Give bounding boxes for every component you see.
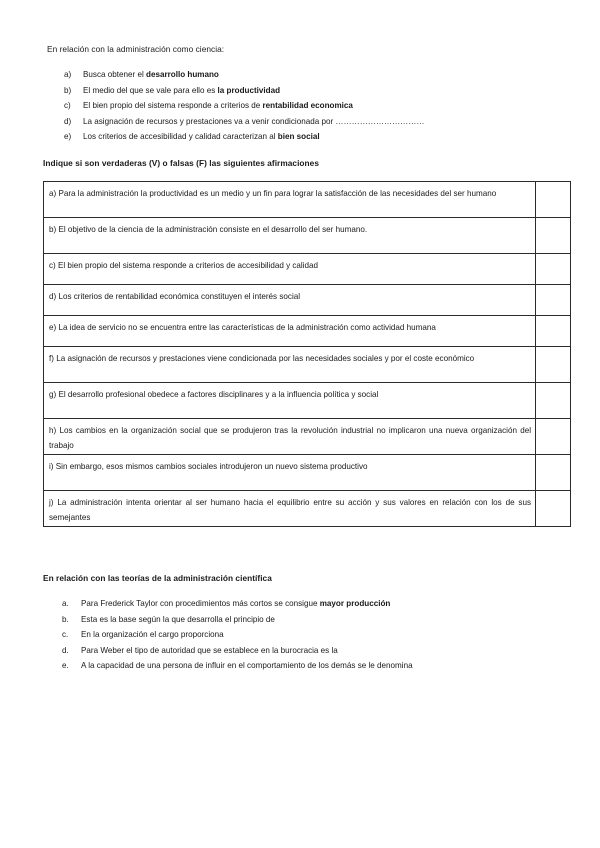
table-row bbox=[44, 455, 571, 491]
table-row bbox=[44, 254, 571, 285]
list-marker: c. bbox=[62, 630, 69, 639]
statement-cell: h) Los cambios en la organización social que se produjeron tras la revolución industrial no implicaron una nueva organización del trabajo bbox=[44, 419, 536, 455]
list-item bbox=[64, 129, 544, 145]
true-false-table bbox=[43, 181, 571, 527]
list-item-text: En la organización el cargo proporciona bbox=[81, 630, 224, 639]
section2-heading: Indique si son verdaderas (V) o falsas (F) las siguientes afirmaciones bbox=[43, 158, 320, 168]
table-row bbox=[44, 316, 571, 347]
list-item-text: A la capacidad de una persona de influir en el comportamiento de los demás se le denomina bbox=[81, 661, 413, 670]
statement-cell: a) Para la administración la productividad es un medio y un fin para lograr la satisfacción de las necesidades del ser humano bbox=[44, 182, 536, 218]
list-marker: a) bbox=[64, 70, 72, 79]
answer-box[interactable] bbox=[536, 285, 571, 316]
table-row bbox=[44, 383, 571, 419]
answer-box[interactable] bbox=[536, 218, 571, 254]
list-item bbox=[62, 612, 542, 628]
list-marker: e. bbox=[62, 661, 69, 670]
section1-list bbox=[64, 67, 544, 145]
list-marker: d. bbox=[62, 645, 69, 655]
statement-cell: e) La idea de servicio no se encuentra entre las características de la administración como actividad humana bbox=[44, 316, 536, 347]
dotted-blank: …………………………… bbox=[335, 116, 425, 126]
list-item-text bbox=[81, 596, 390, 612]
table-row bbox=[44, 419, 571, 455]
answer-box[interactable] bbox=[536, 383, 571, 419]
section3-list bbox=[62, 596, 542, 674]
statement-cell: f) La asignación de recursos y prestaciones viene condicionada por las necesidades sociales y por el coste económico bbox=[44, 347, 536, 383]
statement-cell: j) La administración intenta orientar al ser humano hacia el equilibrio entre su acción y sus valores en relación con los de sus semejantes bbox=[44, 491, 536, 527]
answer-box[interactable] bbox=[536, 316, 571, 347]
answer-box[interactable] bbox=[536, 254, 571, 285]
table-row bbox=[44, 218, 571, 254]
section3-heading: En relación con las teorías de la administración científica bbox=[43, 573, 272, 583]
item-bold-text: mayor producción bbox=[319, 599, 391, 608]
list-item-text: Para Weber el tipo de autoridad que se establece en la burocracia es la bbox=[81, 645, 338, 655]
item-bold-text: rentabilidad economica bbox=[262, 101, 353, 110]
list-item-text bbox=[83, 83, 280, 99]
list-item-text bbox=[83, 98, 353, 114]
list-marker: e) bbox=[64, 132, 72, 141]
list-marker: b) bbox=[64, 85, 72, 95]
section1-heading-text: En relación con la administración como ciencia: bbox=[47, 44, 225, 54]
statement-cell: c) El bien propio del sistema responde a criterios de accesibilidad y calidad bbox=[44, 254, 536, 285]
list-marker: b. bbox=[62, 614, 69, 624]
list-item bbox=[62, 627, 542, 643]
list-item bbox=[64, 83, 544, 99]
answer-box[interactable] bbox=[536, 182, 571, 218]
list-marker: d) bbox=[64, 116, 72, 126]
section1-heading bbox=[47, 44, 224, 54]
statement-cell: b) El objetivo de la ciencia de la administración consiste en el desarrollo del ser humano. bbox=[44, 218, 536, 254]
item-text: El medio del que se vale para ello es bbox=[83, 85, 218, 95]
item-bold-text: desarrollo humano bbox=[146, 70, 219, 79]
statement-cell: i) Sin embargo, esos mismos cambios sociales introdujeron un nuevo sistema productivo bbox=[44, 455, 536, 491]
list-item bbox=[64, 98, 544, 114]
list-item bbox=[62, 596, 542, 612]
answer-box[interactable] bbox=[536, 491, 571, 527]
statement-cell: g) El desarrollo profesional obedece a factores disciplinares y a la influencia política y social bbox=[44, 383, 536, 419]
list-item-text bbox=[83, 67, 219, 83]
item-text: La asignación de recursos y prestaciones va a venir condicionada por bbox=[83, 116, 336, 126]
item-bold-text: la productividad bbox=[217, 85, 281, 95]
item-bold-text: bien social bbox=[277, 132, 320, 141]
table-row bbox=[44, 347, 571, 383]
list-marker: a. bbox=[62, 599, 69, 608]
list-item bbox=[62, 643, 542, 659]
answer-box[interactable] bbox=[536, 455, 571, 491]
list-item bbox=[64, 67, 544, 83]
list-item-text bbox=[83, 114, 424, 130]
item-text: Para Frederick Taylor con procedimientos más cortos se consigue bbox=[81, 599, 320, 608]
list-marker: c) bbox=[64, 101, 71, 110]
answer-box[interactable] bbox=[536, 347, 571, 383]
list-item bbox=[62, 658, 542, 674]
item-text: Los criterios de accesibilidad y calidad caracterizan al bbox=[83, 132, 278, 141]
table-row bbox=[44, 182, 571, 218]
item-text: El bien propio del sistema responde a criterios de bbox=[83, 101, 263, 110]
statement-cell: d) Los criterios de rentabilidad económica constituyen el interés social bbox=[44, 285, 536, 316]
answer-box[interactable] bbox=[536, 419, 571, 455]
table-row bbox=[44, 491, 571, 527]
item-text: Busca obtener el bbox=[83, 70, 146, 79]
table-row bbox=[44, 285, 571, 316]
list-item-text bbox=[83, 129, 320, 145]
list-item-text: Esta es la base según la que desarrolla el principio de bbox=[81, 614, 275, 624]
list-item bbox=[64, 114, 544, 130]
